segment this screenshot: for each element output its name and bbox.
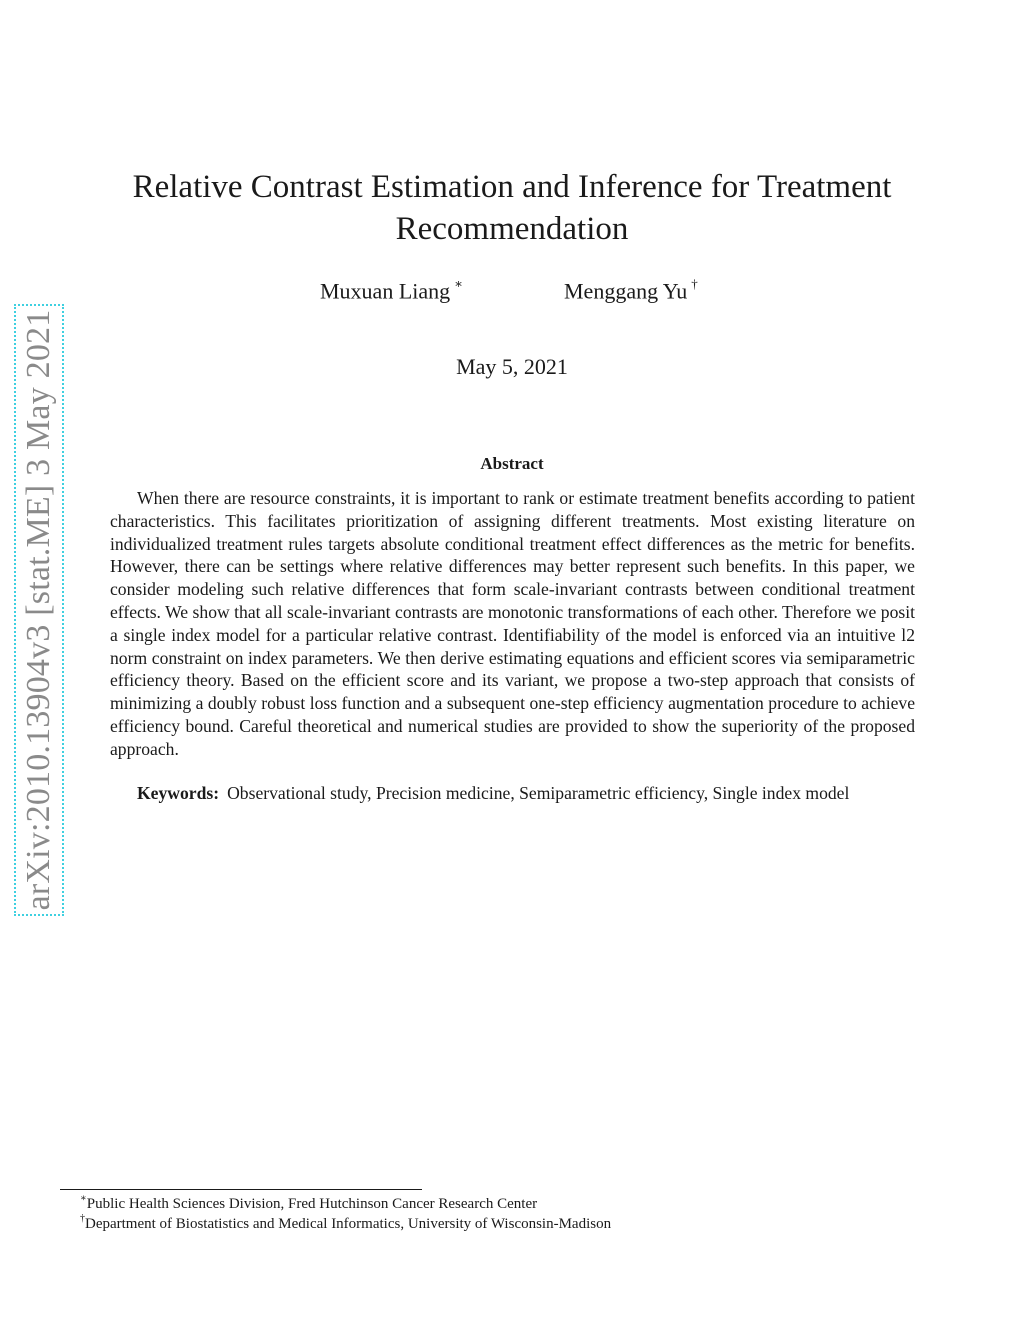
- footnote-2-text: Department of Biostatistics and Medical Informatics, University of Wisconsin-Madison: [85, 1216, 612, 1232]
- abstract-body: When there are resource constraints, it is important to rank or estimate treatment benefits according to patient characteristics. This facilitates prioritization of assigning different treatments. Most existing literature on individualized treatment rules targets absolute conditional treatment effect differences as the metric for benefits. However, there can be settings where relative differences may better represent such benefits. In this paper, we consider modeling such relative differences that form scale-invariant contrasts between conditional treatment effects. We show that all scale-invariant contrasts are monotonic transformations of each other. Therefore we posit a single index model for a particular relative contrast. Identifiability of the model is enforced via an intuitive l2 norm constraint on index parameters. We then derive estimating equations and efficient scores via semiparametric efficiency theory. Based on the efficient score and its variant, we propose a two-step approach that consists of minimizing a doubly robust loss function and a subsequent one-step efficiency augmentation procedure to achieve efficiency bound. Careful theoretical and numerical studies are provided to show the superiority of the proposed approach.: [110, 488, 915, 759]
- author-1-footnote-mark: ∗: [454, 276, 463, 291]
- footnote-1: [80, 1194, 537, 1213]
- abstract-heading: Abstract: [480, 454, 544, 473]
- keywords-label: Keywords:: [137, 783, 220, 803]
- footnote-2: [80, 1214, 611, 1233]
- author-1: [320, 278, 463, 304]
- author-1-name: Muxuan Liang: [320, 278, 451, 304]
- author-2-footnote-mark: †: [691, 276, 698, 291]
- arxiv-identifier-stamp: [14, 304, 64, 916]
- arxiv-identifier-text: arXiv:2010.13904v3 [stat.ME] 3 May 2021: [20, 309, 57, 911]
- keywords-line: [110, 782, 915, 805]
- footnote-rule: [60, 1189, 422, 1190]
- author-2-name: Menggang Yu: [564, 278, 688, 304]
- keywords-text: Observational study, Precision medicine, Semiparametric efficiency, Single index model: [227, 783, 850, 803]
- paper-title: Relative Contrast Estimation and Inference for Treatment Recommendation: [132, 169, 892, 247]
- footnote-1-text: Public Health Sciences Division, Fred Hutchinson Cancer Research Center: [86, 1196, 538, 1212]
- author-2: [564, 278, 698, 304]
- paper-date: May 5, 2021: [456, 354, 568, 379]
- footnote-2-mark: †: [80, 1213, 85, 1224]
- footnote-1-mark: ∗: [80, 1193, 87, 1204]
